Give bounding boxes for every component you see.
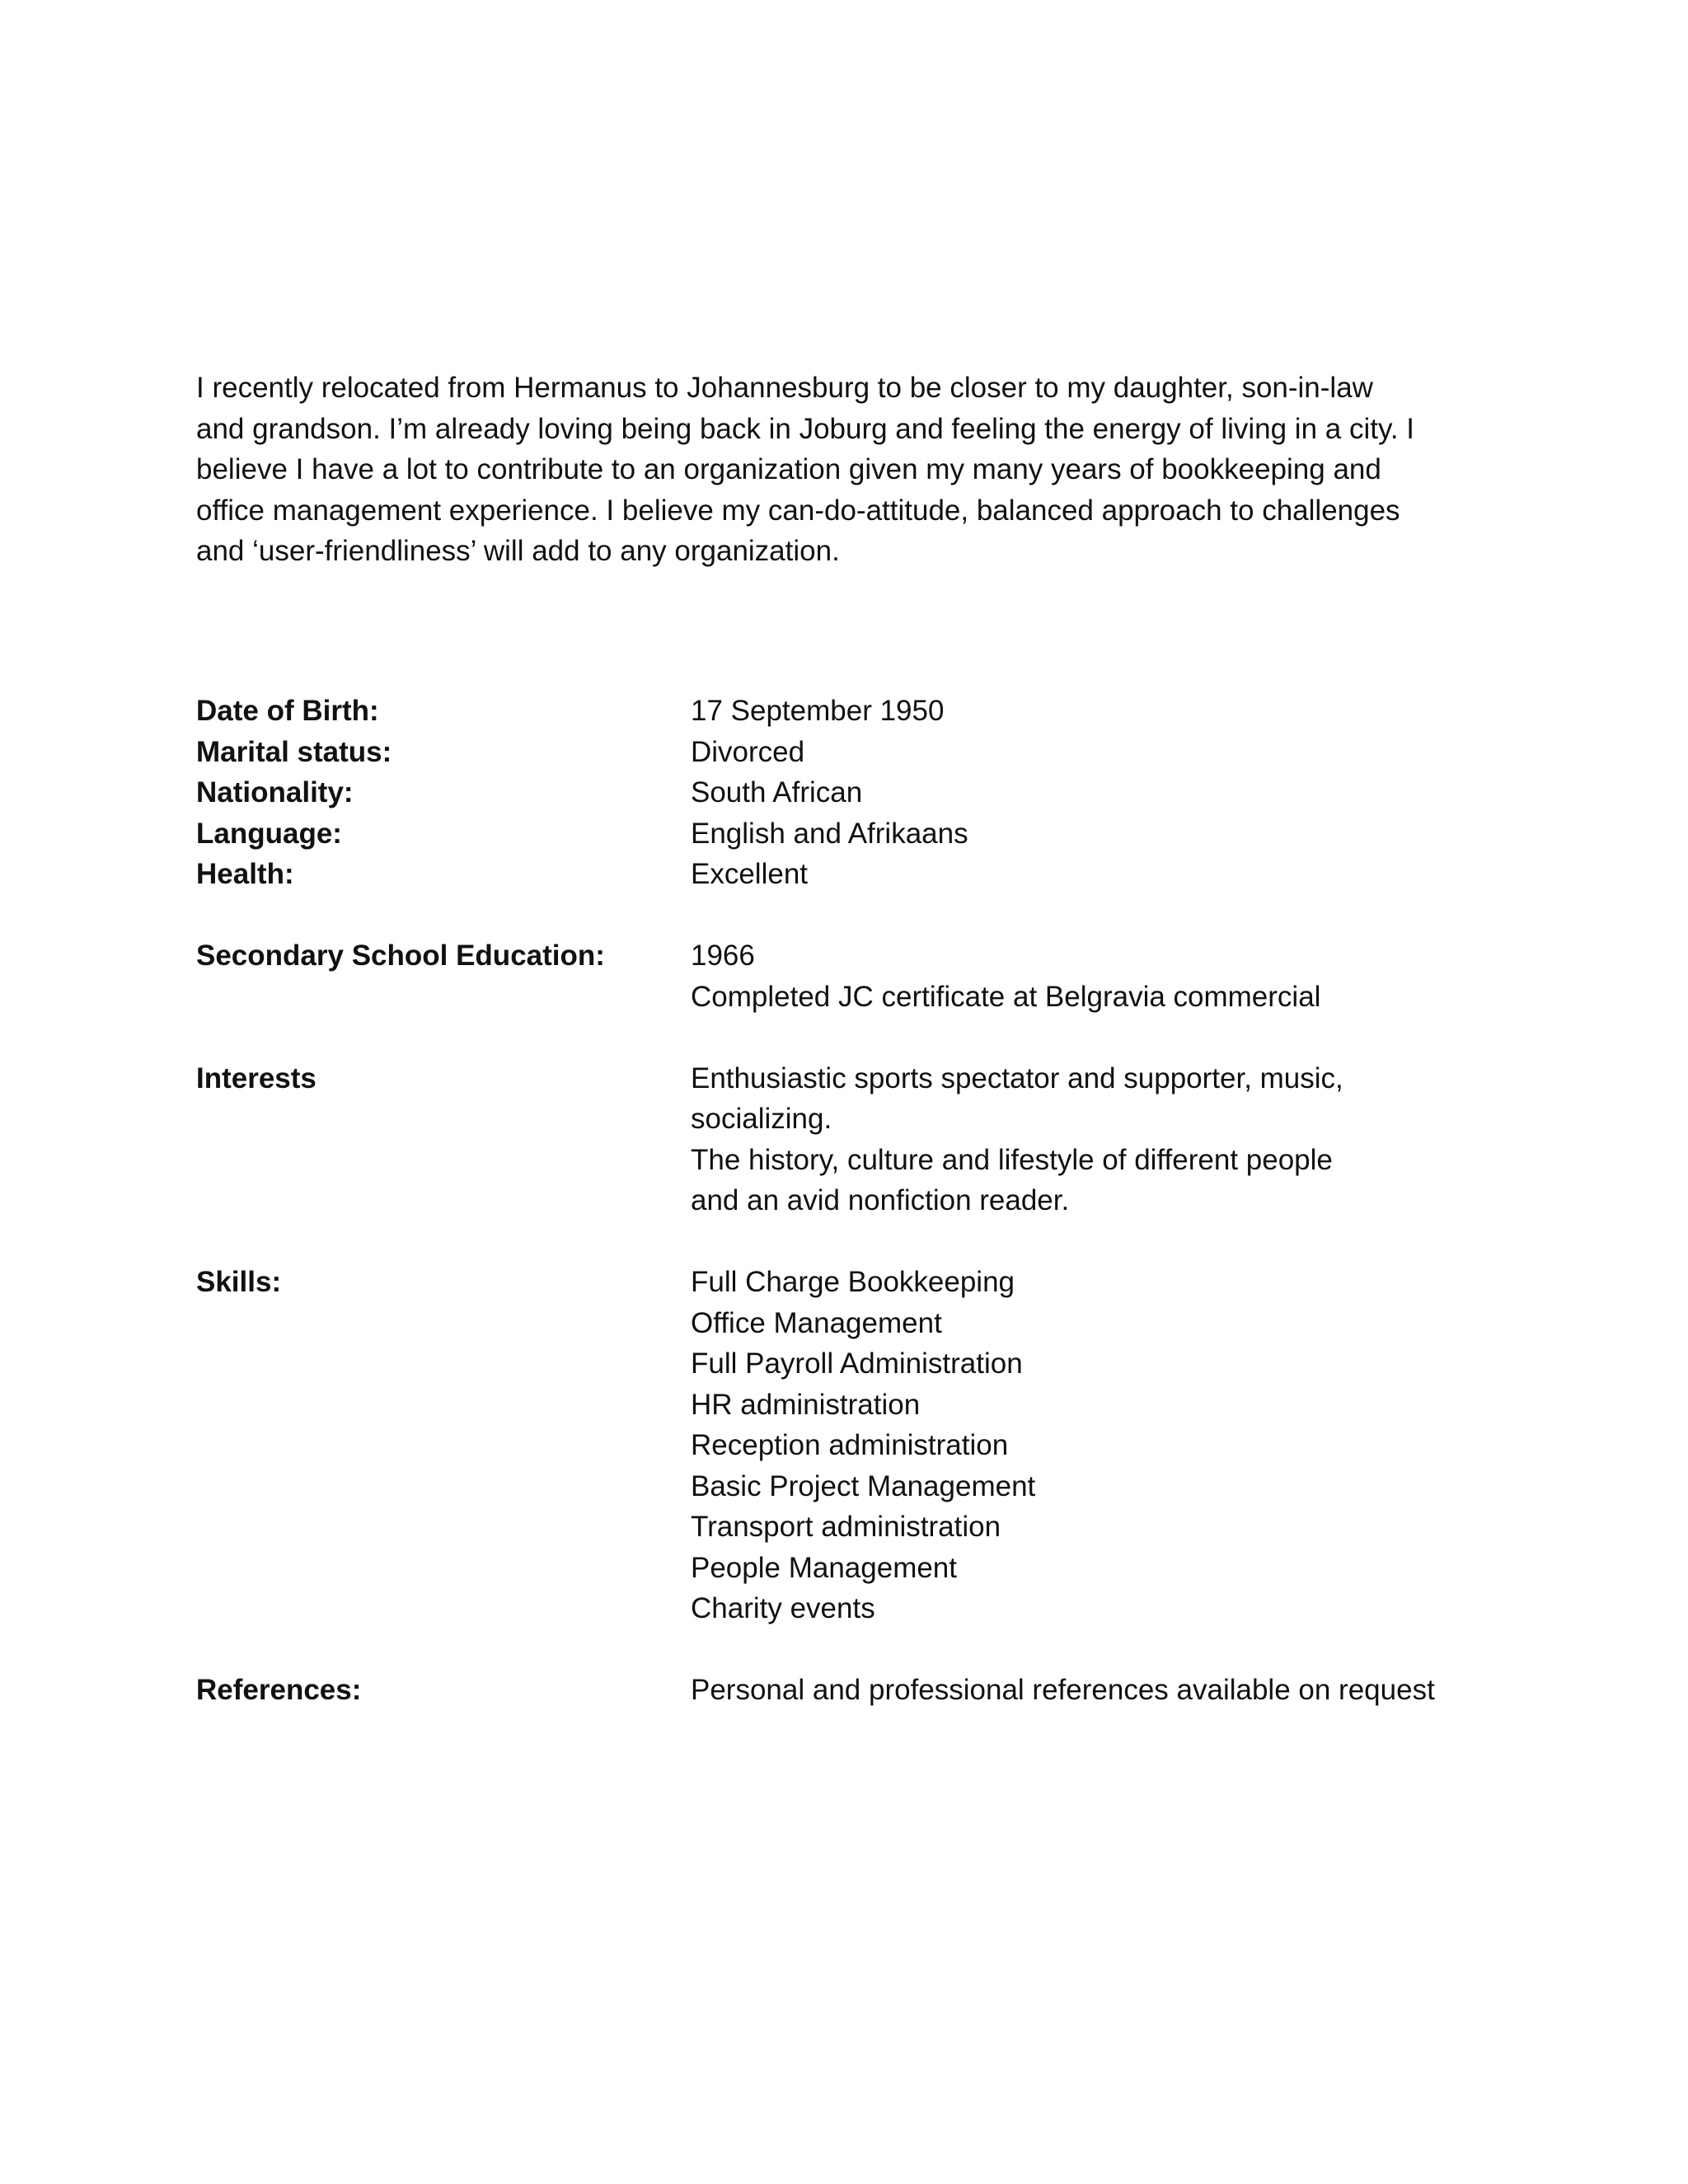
references-label: References: — [196, 1674, 362, 1706]
intro-line: believe I have a lot to contribute to an organization given my many years of bookkeeping and — [196, 453, 1381, 485]
intro-line: I recently relocated from Hermanus to Johannesburg to be closer to my daughter, son-in-law — [196, 372, 1373, 404]
interests-line: The history, culture and lifestyle of different people — [691, 1143, 1333, 1176]
interests-line: and an avid nonfiction reader. — [691, 1184, 1070, 1216]
education-year: 1966 — [691, 940, 755, 972]
marital-status-row — [196, 732, 1515, 773]
skill-item: Charity events — [691, 1592, 875, 1624]
skill-item: Full Payroll Administration — [691, 1347, 1023, 1380]
health-value: Excellent — [691, 858, 809, 890]
section-spacer — [196, 1017, 1515, 1058]
nationality-value: South African — [691, 776, 863, 808]
section-spacer — [196, 895, 1515, 936]
interests-label: Interests — [196, 1062, 316, 1094]
references-value: Personal and professional references available on request — [691, 1674, 1435, 1706]
skill-item: Basic Project Management — [691, 1469, 1036, 1502]
interests-row — [196, 1058, 1515, 1221]
skill-item: Office Management — [691, 1306, 942, 1339]
references-row — [196, 1670, 1515, 1711]
nationality-label: Nationality: — [196, 776, 354, 808]
dob-label: Date of Birth: — [196, 695, 379, 727]
intro-line: and ‘user-friendliness’ will add to any organization. — [196, 535, 840, 567]
language-label: Language: — [196, 817, 342, 850]
dob-row — [196, 691, 1515, 732]
marital-status-value: Divorced — [691, 735, 805, 768]
skill-item: HR administration — [691, 1388, 921, 1421]
skill-item: Reception administration — [691, 1429, 1009, 1461]
interests-line: socializing. — [691, 1103, 832, 1135]
dob-value: 17 September 1950 — [691, 695, 945, 727]
intro-line: and grandson. I’m already loving being back in Joburg and feeling the energy of living in a city. I — [196, 412, 1415, 445]
skills-row — [196, 1262, 1515, 1629]
education-row — [196, 935, 1515, 1017]
personal-details — [196, 691, 1515, 1711]
education-detail: Completed JC certificate at Belgravia commercial — [691, 980, 1321, 1013]
intro-paragraph — [196, 368, 1482, 572]
health-row — [196, 854, 1515, 895]
skill-item: Full Charge Bookkeeping — [691, 1266, 1015, 1298]
marital-status-label: Marital status: — [196, 735, 392, 768]
section-spacer — [196, 1221, 1515, 1263]
section-spacer — [196, 1629, 1515, 1671]
skills-label: Skills: — [196, 1266, 282, 1298]
nationality-row — [196, 772, 1515, 813]
skill-item: Transport administration — [691, 1511, 1001, 1543]
education-label: Secondary School Education: — [196, 940, 605, 972]
language-row — [196, 813, 1515, 855]
language-value: English and Afrikaans — [691, 817, 968, 850]
health-label: Health: — [196, 858, 294, 890]
interests-line: Enthusiastic sports spectator and supporter, music, — [691, 1062, 1343, 1094]
skill-item: People Management — [691, 1551, 957, 1584]
intro-line: office management experience. I believe my can-do-attitude, balanced approach to challenges — [196, 494, 1400, 527]
